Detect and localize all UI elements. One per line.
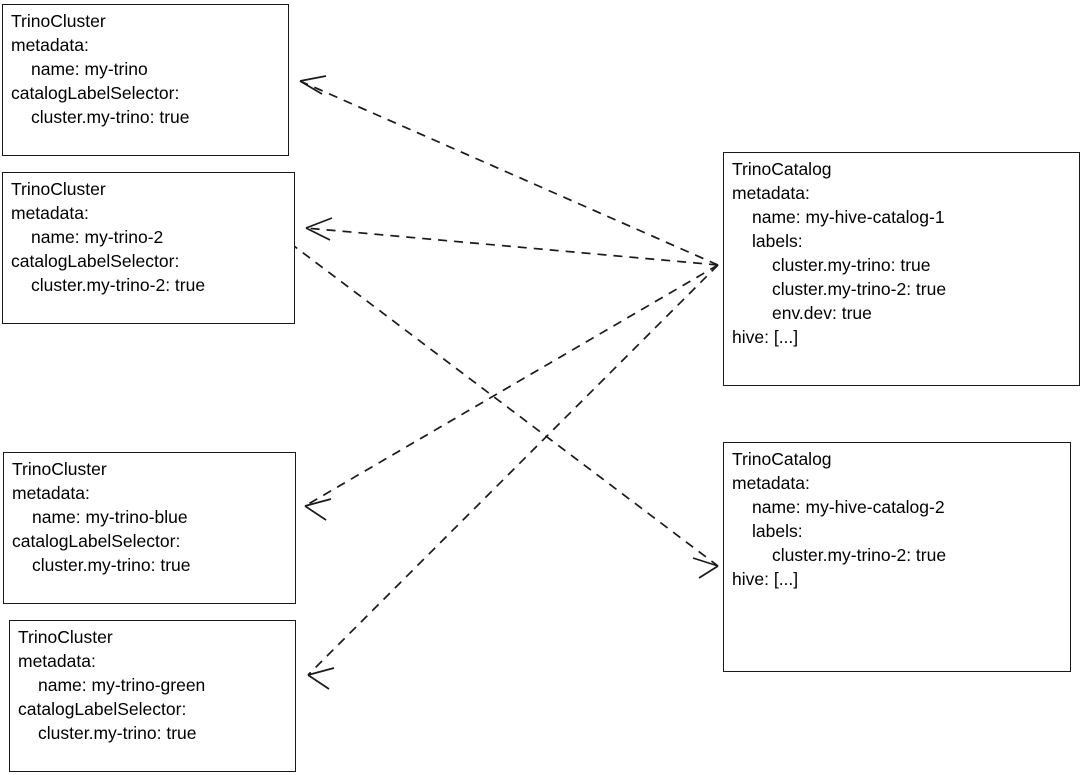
node-line: catalogLabelSelector: [11, 83, 180, 103]
node-line: metadata: [732, 183, 810, 203]
node-line: metadata: [18, 651, 96, 671]
node-trinocatalog-my-hive-catalog-1[interactable] [723, 152, 1080, 386]
node-line: cluster.my-trino-2: true [31, 275, 206, 295]
node-line: cluster.my-trino: true [772, 255, 931, 275]
node-line: name: my-hive-catalog-1 [752, 207, 945, 227]
node-line: hive: [...] [732, 569, 799, 589]
node-trinocluster-my-trino[interactable] [2, 4, 289, 156]
node-line: TrinoCluster [12, 459, 107, 479]
node-trinocluster-my-trino-green[interactable] [9, 620, 296, 772]
node-line: name: my-trino [31, 59, 148, 79]
node-line: TrinoCluster [11, 11, 106, 31]
node-line: TrinoCatalog [732, 449, 832, 469]
node-line: catalogLabelSelector: [18, 699, 187, 719]
node-line: metadata: [732, 473, 810, 493]
node-line: cluster.my-trino-2: true [772, 279, 947, 299]
node-line: labels: [752, 231, 803, 251]
node-line: catalogLabelSelector: [11, 251, 180, 271]
node-line: TrinoCluster [18, 627, 113, 647]
node-line: hive: [...] [732, 327, 799, 347]
edge-catalog1-to-my-trino-blue [305, 265, 718, 520]
node-trinocluster-my-trino-blue[interactable] [3, 452, 296, 604]
node-line: labels: [752, 521, 803, 541]
node-line: TrinoCatalog [732, 159, 832, 179]
node-line: catalogLabelSelector: [12, 531, 181, 551]
node-line: cluster.my-trino-2: true [772, 545, 947, 565]
edge-catalog1-to-my-trino-2 [306, 218, 718, 265]
node-line: metadata: [12, 483, 90, 503]
edge-catalog1-to-my-trino-green [308, 265, 718, 689]
node-line: name: my-trino-green [38, 675, 206, 695]
node-line: name: my-trino-2 [31, 227, 164, 247]
edge-catalog1-to-my-trino [300, 76, 718, 265]
node-line: name: my-hive-catalog-2 [752, 497, 945, 517]
edge-my-trino-2-to-catalog2 [290, 243, 718, 578]
node-line: metadata: [11, 35, 89, 55]
node-trinocluster-my-trino-2[interactable] [2, 172, 295, 324]
node-line: name: my-trino-blue [32, 507, 188, 527]
node-line: cluster.my-trino: true [38, 723, 197, 743]
node-line: metadata: [11, 203, 89, 223]
node-trinocatalog-my-hive-catalog-2[interactable] [723, 442, 1071, 672]
node-line: cluster.my-trino: true [32, 555, 191, 575]
node-line: TrinoCluster [11, 179, 106, 199]
node-line: cluster.my-trino: true [31, 107, 190, 127]
node-line: env.dev: true [772, 303, 872, 323]
